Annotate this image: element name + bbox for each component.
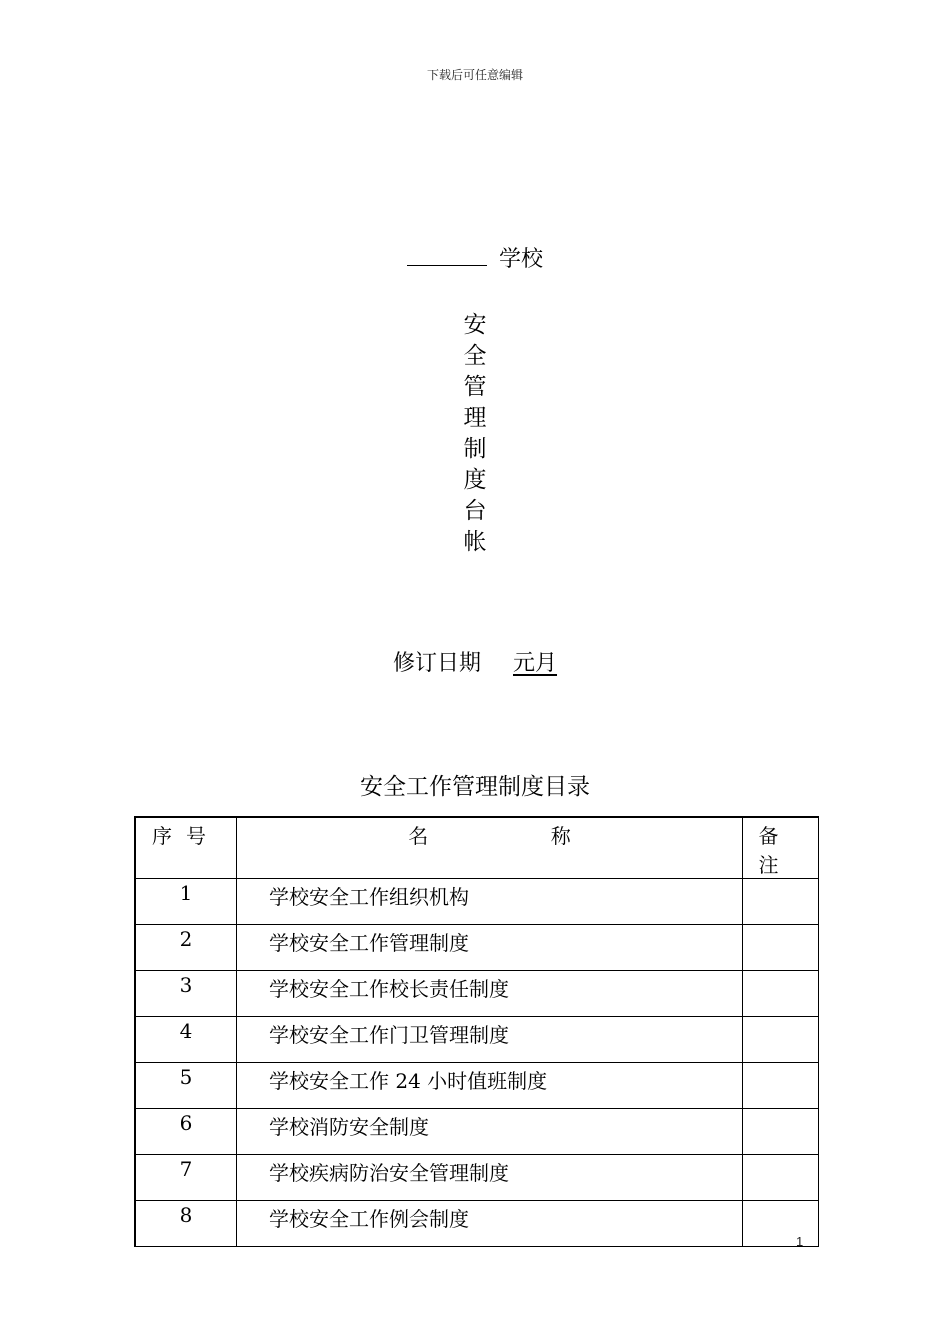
- header-name-left: 名: [408, 824, 429, 848]
- row-note: [743, 1017, 819, 1063]
- table-row: [135, 971, 819, 1017]
- toc-title: 安全工作管理制度目录: [360, 774, 590, 800]
- row-name: 学校安全工作例会制度: [237, 1201, 743, 1247]
- school-line: [0, 242, 950, 273]
- header-note-col: [743, 817, 819, 879]
- table-row: [135, 1155, 819, 1201]
- row-note: [743, 1109, 819, 1155]
- table-row: [135, 1017, 819, 1063]
- row-note: [743, 1063, 819, 1109]
- header-name: [237, 817, 743, 879]
- header-num-label: 序号: [152, 824, 220, 848]
- row-num: 2: [135, 925, 237, 971]
- table-row: [135, 1201, 819, 1247]
- row-name: 学校安全工作组织机构: [237, 879, 743, 925]
- header-note: 下载后可任意编辑: [426, 68, 523, 82]
- revision-value: 元月: [513, 651, 558, 676]
- row-num: 8: [135, 1201, 237, 1247]
- header-name-right: 称: [550, 824, 571, 848]
- revision-label: 修订日期: [392, 651, 481, 676]
- row-note: [743, 879, 819, 925]
- table-row: [135, 925, 819, 971]
- toc-header-row: [135, 817, 819, 879]
- title-char: 制: [463, 436, 487, 462]
- title-char: 台: [463, 498, 487, 524]
- row-num: 5: [135, 1063, 237, 1109]
- vertical-title: [458, 310, 492, 558]
- toc-table: [134, 816, 819, 1247]
- table-row: [135, 1109, 819, 1155]
- header-num: [135, 817, 237, 879]
- row-name: 学校疾病防治安全管理制度: [237, 1155, 743, 1201]
- row-name: 学校消防安全制度: [237, 1109, 743, 1155]
- row-note: [743, 971, 819, 1017]
- title-char: 全: [463, 343, 487, 369]
- header-note-label: 备注: [758, 824, 803, 877]
- school-label: 学校: [498, 247, 543, 272]
- row-num: 7: [135, 1155, 237, 1201]
- row-note: [743, 1155, 819, 1201]
- row-num: 1: [135, 879, 237, 925]
- row-name: 学校安全工作管理制度: [237, 925, 743, 971]
- row-name: 学校安全工作校长责任制度: [237, 971, 743, 1017]
- row-note: [743, 925, 819, 971]
- table-row: [135, 1063, 819, 1109]
- row-name: 学校安全工作 24 小时值班制度: [237, 1063, 743, 1109]
- table-row: [135, 879, 819, 925]
- title-char: 理: [463, 405, 487, 431]
- row-num: 6: [135, 1109, 237, 1155]
- row-note: [743, 1201, 819, 1247]
- title-char: 帐: [463, 529, 487, 555]
- school-name-blank: [407, 245, 487, 266]
- row-num: 4: [135, 1017, 237, 1063]
- title-char: 度: [463, 467, 487, 493]
- title-char: 安: [463, 312, 487, 338]
- row-name: 学校安全工作门卫管理制度: [237, 1017, 743, 1063]
- row-num: 3: [135, 971, 237, 1017]
- page-number: 1: [796, 1234, 804, 1249]
- revision-date: [0, 646, 950, 677]
- title-char: 管: [463, 374, 487, 400]
